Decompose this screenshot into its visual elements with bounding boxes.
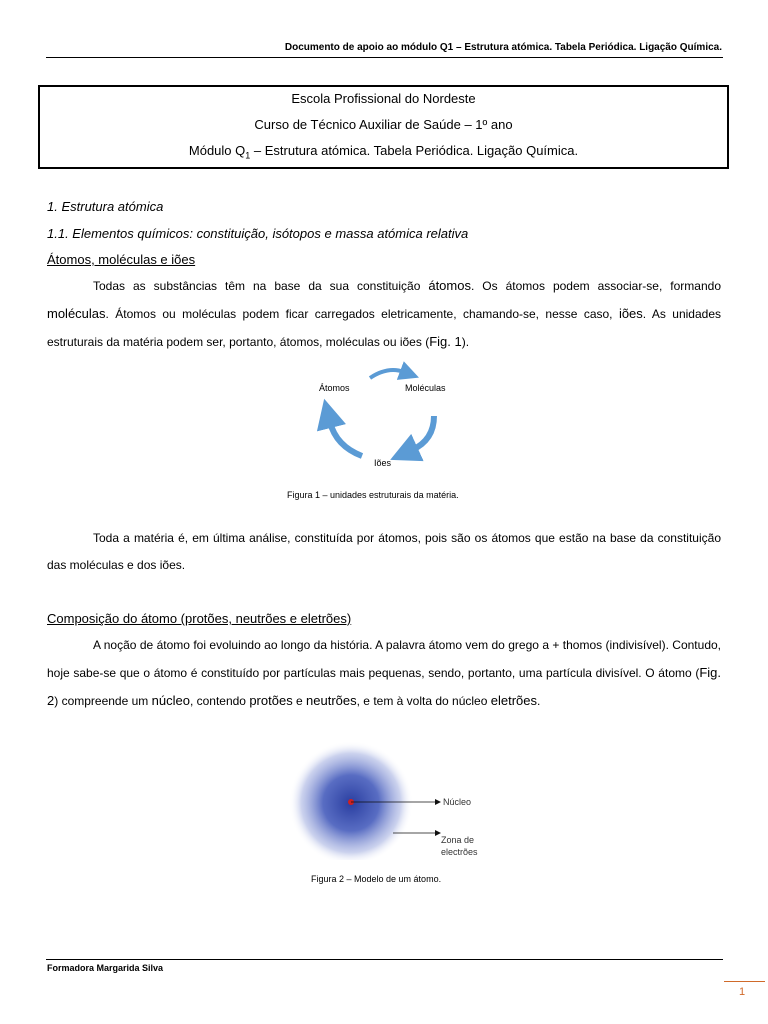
- page-number-rule: [724, 981, 765, 982]
- course-name: Curso de Técnico Auxiliar de Saúde – 1º ano: [254, 117, 513, 132]
- fig-1-reference: Fig. 1: [429, 334, 462, 349]
- page-number: 1: [739, 986, 746, 998]
- section-1-title: 1. Estrutura atómica: [47, 199, 164, 214]
- footer-rule: [46, 959, 723, 960]
- figure-1-label-molecules: Moléculas: [405, 383, 446, 393]
- figure-2-caption: Figura 2 – Modelo de um átomo.: [311, 874, 442, 884]
- paragraph-2: Toda a matéria é, em última análise, constituída por átomos, pois são os átomos que estão na base da constituição das moléculas e dos iões.: [47, 531, 721, 572]
- footer-author: Formadora Margarida Silva: [47, 963, 164, 973]
- header-rule: [46, 57, 723, 58]
- term-molecules: moléculas: [47, 306, 106, 321]
- figure-1-label-atoms: Átomos: [319, 383, 350, 393]
- figure-1-caption: Figura 1 – unidades estruturais da matéria.: [287, 490, 459, 500]
- arrow-ions-to-atoms: [330, 422, 362, 456]
- term-neutrons: neutrões: [306, 693, 357, 708]
- school-name: Escola Profissional do Nordeste: [291, 91, 476, 106]
- paragraph-1: Todas as substâncias têm na base da sua constituição átomos. Os átomos podem associar-se, formando moléculas. Átomos ou moléculas podem ficar carregados eletricamente, chamando-se, nesse caso, iões. As unidades estruturais da matéria podem ser, portanto, átomos, moléculas ou iões (Fig. 1).: [47, 278, 721, 349]
- arrow-atoms-to-molecules: [370, 370, 404, 378]
- module-title: [40, 143, 727, 161]
- subsection-composition-title: Composição do átomo (protões, neutrões e eletrões): [47, 611, 352, 626]
- figure-1-label-ions: Iões: [374, 458, 392, 468]
- arrow-molecules-to-ions: [412, 416, 434, 450]
- term-protons: protões: [249, 693, 293, 708]
- term-atoms: átomos: [428, 278, 471, 293]
- paragraph-3: A noção de átomo foi evoluindo ao longo da história. A palavra átomo vem do grego a + thomos (indivisível). Contudo, hoje sabe-se que o átomo é constituído por partículas mais pequenas, sendo, portanto, uma partícula divisível. O átomo (Fig. 2) compreende um núcleo, contendo protões e neutrões, e tem à volta do núcleo eletrões.: [47, 638, 721, 708]
- figure-2-label-zone-1: Zona de: [441, 835, 475, 845]
- fig-2-reference: Fig. 2: [47, 665, 721, 708]
- running-header: Documento de apoio ao módulo Q1 – Estrutura atómica. Tabela Periódica. Ligação Química.: [284, 42, 722, 53]
- term-nucleus: núcleo: [151, 693, 190, 708]
- figure-2-label-zone-2: electrões: [441, 847, 478, 857]
- module-title-rest: – Estrutura atómica. Tabela Periódica. Ligação Química.: [250, 143, 579, 158]
- title-box: [38, 85, 729, 169]
- term-electrons: eletrões: [490, 693, 537, 708]
- module-title-prefix: Módulo Q: [188, 143, 246, 158]
- figure-2-label-nucleus: Núcleo: [443, 797, 472, 807]
- term-ions: iões: [618, 306, 643, 321]
- module-title-sub: 1: [245, 150, 251, 161]
- section-1-1-title: 1.1. Elementos químicos: constituição, isótopos e massa atómica relativa: [47, 226, 469, 241]
- subsection-atoms-title: Átomos, moléculas e iões: [47, 252, 196, 267]
